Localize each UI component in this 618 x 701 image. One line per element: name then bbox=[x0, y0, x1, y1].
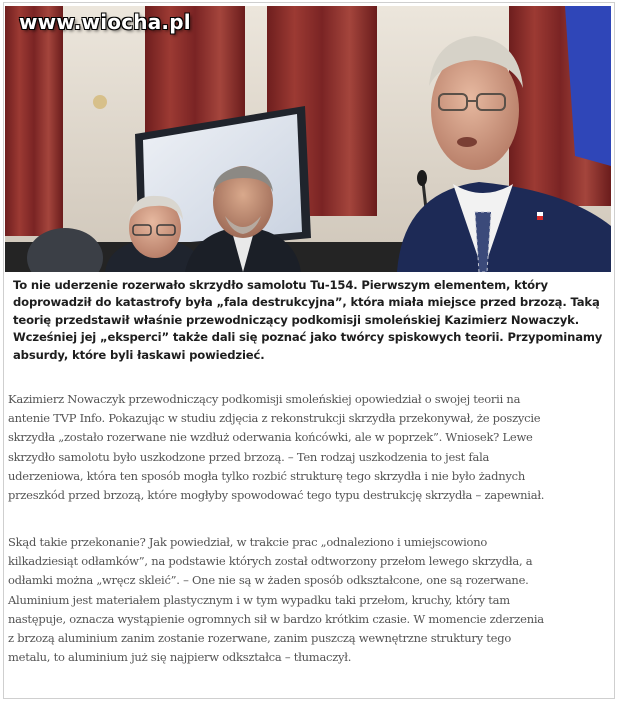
article-paragraph bbox=[8, 390, 612, 505]
watermark: www.wiocha.pl bbox=[19, 10, 191, 34]
paragraph-line: Aluminium jest materiałem plastycznym i w tym wypadku taki przełom, kruchy, który tam bbox=[8, 592, 510, 607]
paragraph-line: uderzeniowa, która ten sposób mogła tylko rozbić strukturę tego skrzydła i nie było żadnych bbox=[8, 468, 525, 483]
lead-line: doprowadził do katastrofy była „fala destrukcyjna”, która miała miejsce przed brzozą. Taką bbox=[13, 295, 600, 310]
paragraph-line: kilkadziesiąt odłamków”, na podstawie których został odtworzony przełom lewego skrzydła, a bbox=[8, 554, 533, 569]
paragraph-line: skrzydła „zostało rozerwane nie wzdłuż oderwania końcówki, ale w poprzek”. Wniosek? Lewe bbox=[8, 430, 533, 445]
lead-line: teorię przedstawił właśnie przewodniczący podkomisji smoleńskiej Kazimierz Nowaczyk. bbox=[13, 312, 579, 327]
article-photo bbox=[5, 6, 611, 272]
paragraph-line: Kazimierz Nowaczyk przewodniczący podkomisji smoleńskiej opowiedział o swojej teorii na bbox=[8, 392, 521, 406]
paragraph-line: z brzozą aluminium zanim zostanie rozerwane, zanim puszczą wewnętrzne struktury tego bbox=[8, 631, 512, 646]
article-paragraph bbox=[8, 533, 612, 667]
paragraph-line: przeszkód przed brzozą, które mogłyby spowodować tego typu destrukcję skrzydła – zapewniał. bbox=[8, 488, 545, 503]
paragraph-line: metalu, to aluminium już się najpierw odkształca – tłumaczył. bbox=[8, 650, 352, 665]
paragraph-line: odłamki można „wręcz skleić”. – One nie są w żaden sposób odkształcone, one są rozerwane. bbox=[8, 573, 529, 588]
lead-line: To nie uderzenie rozerwało skrzydło samolotu Tu-154. Pierwszym elementem, który bbox=[13, 278, 548, 292]
article-lead bbox=[13, 277, 609, 364]
lead-line: absurdy, które byli łaskawi powiedzieć. bbox=[13, 347, 265, 362]
paragraph-line: antenie TVP Info. Pokazując w studiu zdjęcia z rekonstrukcji skrzydła przekonywał, że poszycie bbox=[8, 411, 541, 426]
lead-line: Wcześniej jej „eksperci” także dali się poznać jako twórcy spiskowych teorii. Przypominamy bbox=[13, 330, 603, 345]
press-conference-photo bbox=[5, 6, 611, 272]
paragraph-line: Skąd takie przekonanie? Jak powiedział, w trakcie prac „odnaleziono i umiejscowiono bbox=[8, 535, 488, 549]
paragraph-line: skrzydło samolotu było uszkodzone przed brzozą. – Ten rodzaj uszkodzenia to jest fala bbox=[8, 449, 490, 464]
paragraph-line: następuje, oznacza wystąpienie ogromnych sił w bardzo krótkim czasie. W momencie zderzenia bbox=[8, 611, 544, 626]
